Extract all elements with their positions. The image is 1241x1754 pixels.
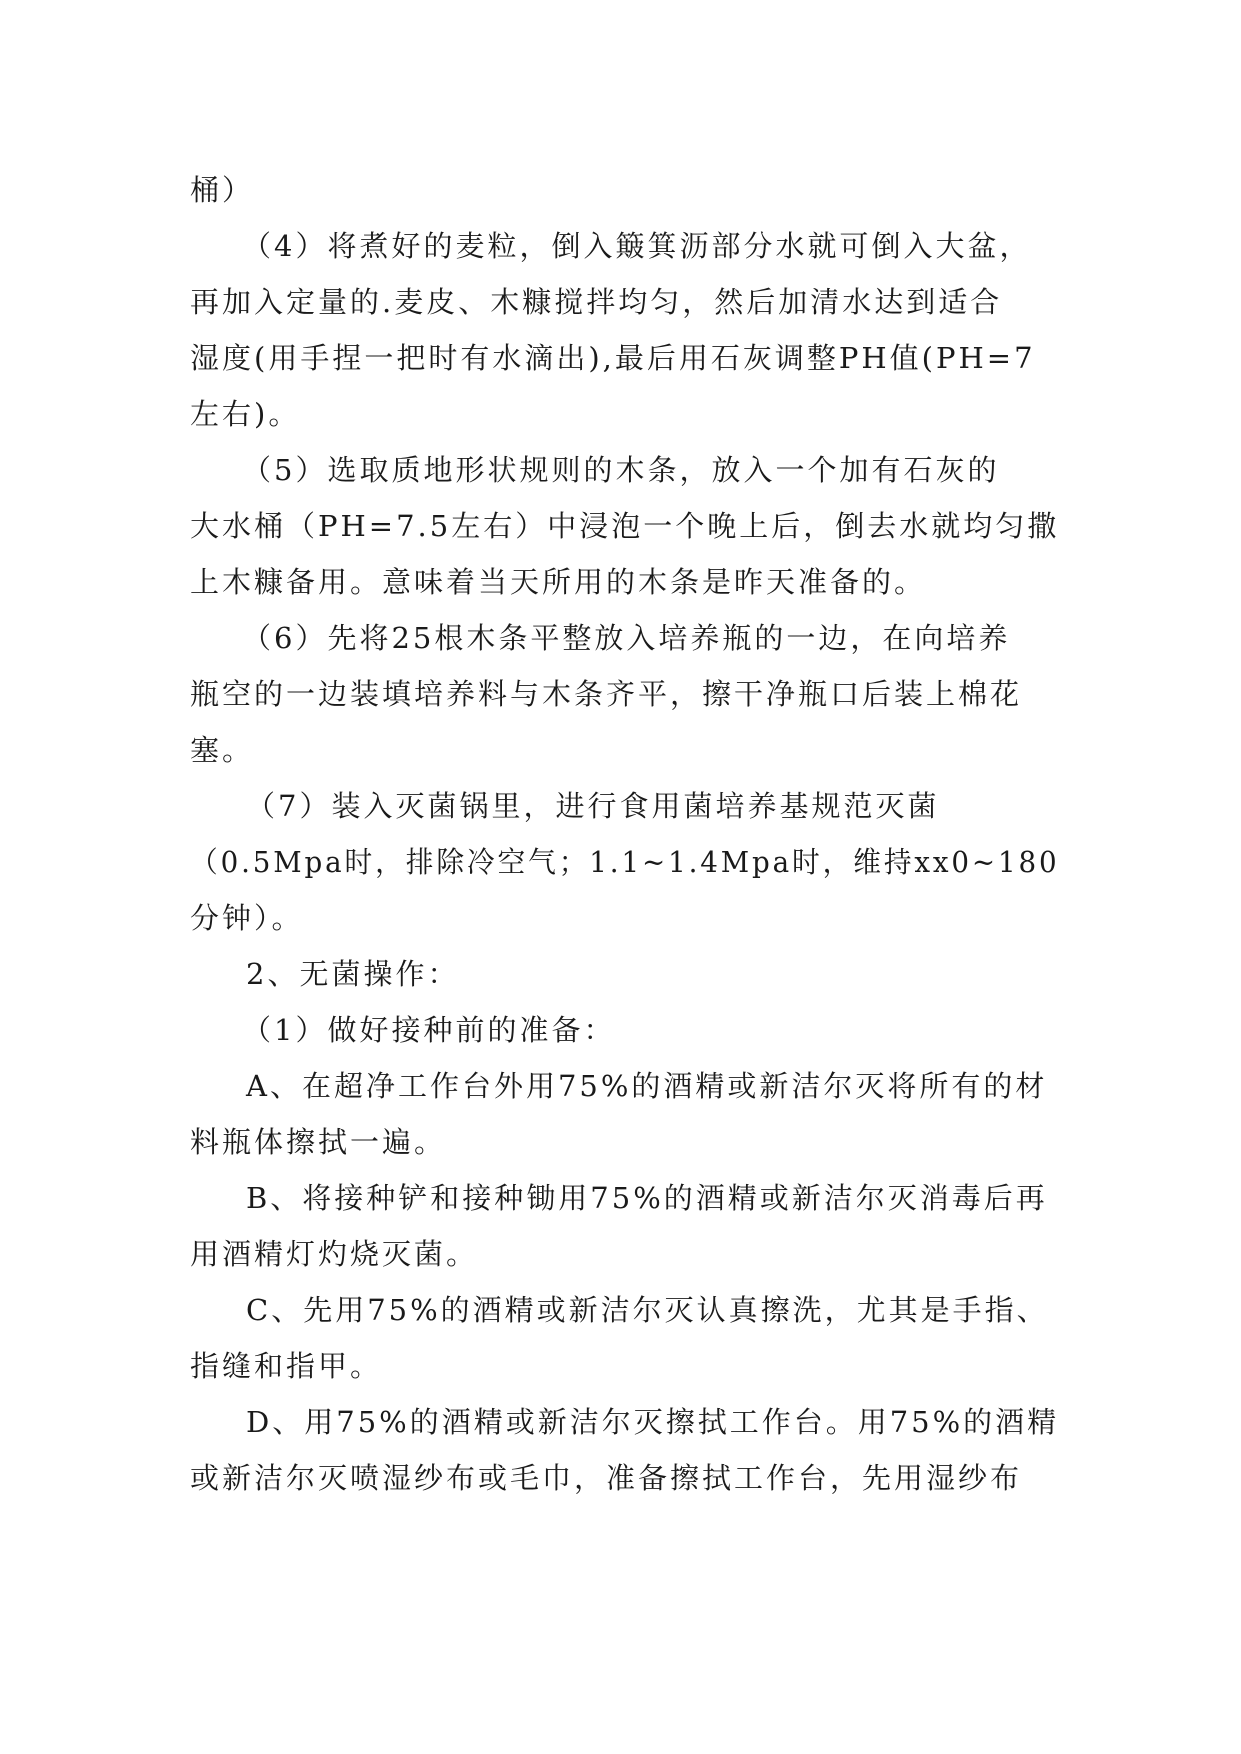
text-line: 大水桶（PH=7.5左右）中浸泡一个晚上后，倒去水就均匀撒 [190,509,1060,543]
text-line: D、用75%的酒精或新洁尔灭擦拭工作台。用75%的酒精 [246,1405,1060,1439]
text-line: （4）将煮好的麦粒，倒入簸箕沥部分水就可倒入大盆， [242,229,1032,263]
text-line: 指缝和指甲。 [190,1349,383,1383]
text-line: 湿度(用手捏一把时有水滴出),最后用石灰调整PH值(PH=7 [190,341,1036,375]
text-line: （6）先将25根木条平整放入培养瓶的一边，在向培养 [242,621,1011,655]
text-line: 或新洁尔灭喷湿纱布或毛巾，准备擦拭工作台，先用湿纱布 [190,1461,1023,1495]
text-line: 料瓶体擦拭一遍。 [190,1125,447,1159]
text-line: A、在超净工作台外用75%的酒精或新洁尔灭将所有的材 [246,1069,1048,1103]
text-line: 塞。 [190,733,255,767]
text-line: 用酒精灯灼烧灭菌。 [190,1237,479,1271]
text-line: 再加入定量的.麦皮、木糠搅拌均匀，然后加清水达到适合 [190,285,1003,319]
text-line: C、先用75%的酒精或新洁尔灭认真擦洗，尤其是手指、 [246,1293,1049,1327]
text-line: （1）做好接种前的准备： [242,1013,616,1047]
text-line: 左右)。 [190,397,301,431]
text-line: （0.5Mpa时，排除冷空气；1.1~1.4Mpa时，维持xx0~180 [190,845,1060,879]
text-line: 分钟）。 [190,901,304,935]
text-line: 瓶空的一边装填培养料与木条齐平，擦干净瓶口后装上棉花 [190,677,1023,711]
text-line: 2、无菌操作： [246,957,460,991]
text-line: 桶） [190,173,255,207]
text-line: （7）装入灭菌锅里，进行食用菌培养基规范灭菌 [246,789,940,823]
text-line: B、将接种铲和接种锄用75%的酒精或新洁尔灭消毒后再 [246,1181,1048,1215]
text-line: 上木糠备用。意味着当天所用的木条是昨天准备的。 [190,565,927,599]
text-line: （5）选取质地形状规则的木条，放入一个加有石灰的 [242,453,1000,487]
